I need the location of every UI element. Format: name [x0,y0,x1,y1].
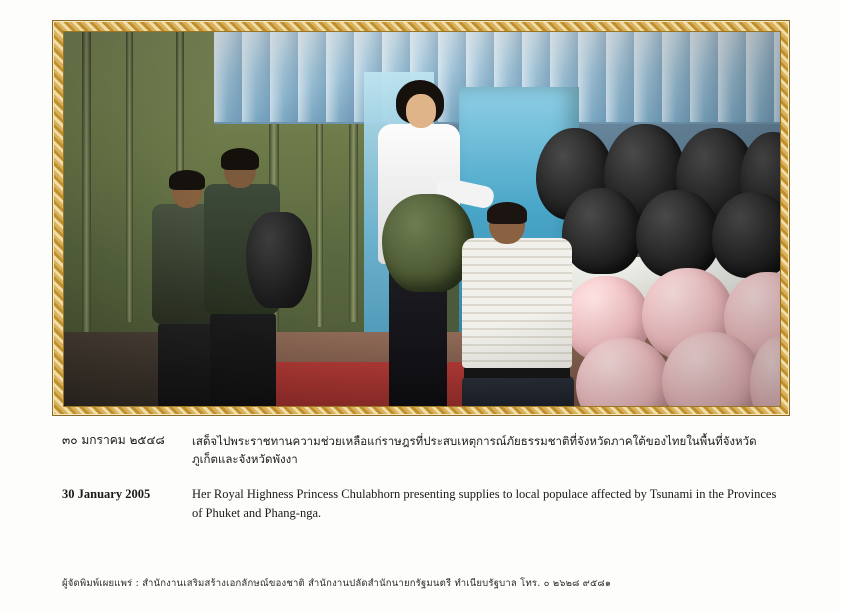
tree-trunk [126,32,133,322]
caption-date-english: 30 January 2005 [62,486,151,501]
photo-scene [64,32,780,406]
green-relief-bag [382,194,474,292]
caption-row-english [62,485,782,523]
princess-figure [406,94,436,128]
kneeling-recipient [462,376,574,407]
supply-bag-dark [636,190,720,278]
supply-bag-dark [562,188,642,274]
official-figure [210,312,276,407]
official-figure [158,322,216,407]
kneeling-recipient [462,238,572,368]
caption-row-thai [62,432,782,469]
caption-block [62,432,782,538]
caption-date-thai: ๓๐ มกราคม ๒๕๔๘ [62,433,165,447]
official-figure [169,170,205,190]
publisher-footer: ผู้จัดพิมพ์เผยแพร่ : สำนักงานเสริมสร้างเอกลักษณ์ของชาติ สำนักงานปลัดสำนักนายกรัฐมนตรี ทำเนียบรัฐบาล โทร. ๐ ๒๖๒๘ ๙๕๘๑ [62,578,612,589]
kneeling-recipient [487,202,527,224]
photo-gold-frame [52,20,790,416]
photograph [63,31,781,407]
tree-trunk [82,32,91,332]
supply-bag-dark [246,212,312,308]
caption-text-english: Her Royal Highness Princess Chulabhorn presenting supplies to local populace affected by Tsunami in the Provinces of Phuket and Phang-nga. [192,486,777,520]
caption-text-thai: เสด็จไปพระราชทานความช่วยเหลือแก่ราษฎรที่ประสบเหตุการณ์ภัยธรรมชาติที่จังหวัดภาคใต้ของไทยในพื้นที่จังหวัดภูเก็ตและจังหวัดพังงา [192,434,757,467]
official-figure [221,148,259,170]
